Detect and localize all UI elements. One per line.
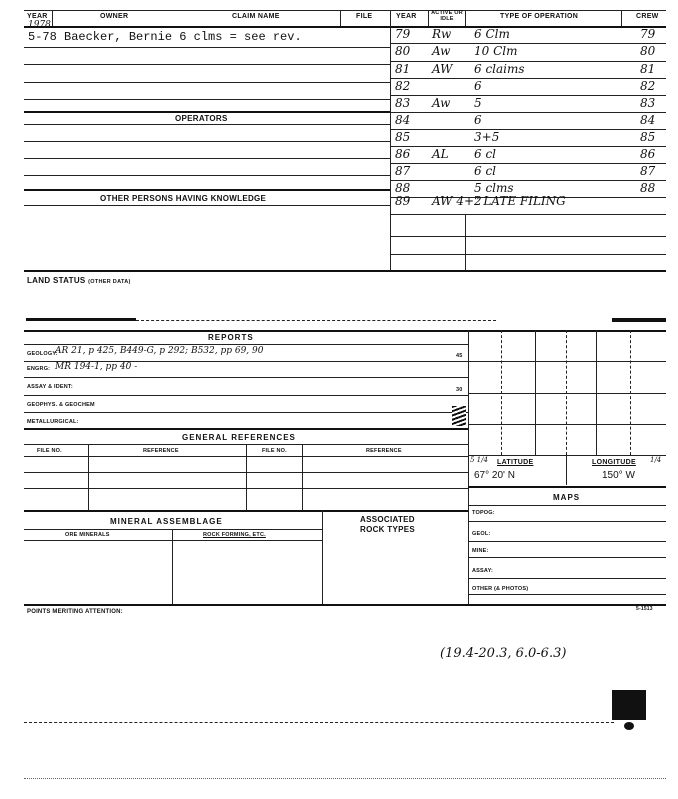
activity-year: 84 <box>395 113 411 127</box>
activity-crew: 86 <box>640 147 656 161</box>
points-meriting-label: POINTS MERITING ATTENTION: <box>27 609 123 615</box>
rule <box>24 510 468 512</box>
divider <box>322 510 323 604</box>
rule <box>24 141 390 142</box>
scan-mark <box>612 690 646 720</box>
activity-crew: 85 <box>640 130 656 144</box>
rule <box>24 189 390 191</box>
activity-year: 87 <box>395 164 411 178</box>
rule <box>24 47 390 48</box>
rule <box>468 541 666 542</box>
header-claim-name: CLAIM NAME <box>232 13 280 20</box>
header-type-of-operation: TYPE OF OPERATION <box>500 13 579 20</box>
divider <box>621 10 622 26</box>
rule <box>390 254 666 255</box>
lon-suffix: 1/4 <box>650 456 662 464</box>
rule <box>468 557 666 558</box>
maps-title: MAPS <box>553 493 581 502</box>
activity-year: 81 <box>395 62 411 76</box>
activity-year: 86 <box>395 147 411 161</box>
general-references-title: GENERAL REFERENCES <box>182 433 296 442</box>
activity-operation: 6 cl <box>474 147 497 161</box>
header-crew: CREW <box>636 13 659 20</box>
activity-operation: 3+5 <box>474 130 500 144</box>
maps-assay-label: ASSAY: <box>472 568 494 574</box>
land-status-sub: (OTHER DATA) <box>88 279 131 285</box>
divider <box>465 10 466 26</box>
rule <box>468 455 666 456</box>
longitude-value: 150° W <box>602 470 635 481</box>
activity-operation: 6 claims <box>474 62 525 76</box>
rule <box>24 10 666 11</box>
activity-crew: 81 <box>640 62 656 76</box>
activity-operation: 5 <box>474 96 482 110</box>
activity-crew: 84 <box>640 113 656 127</box>
operators-label: OPERATORS <box>175 114 228 123</box>
activity-year: 88 <box>395 181 411 195</box>
rule <box>24 604 666 606</box>
scan-mark <box>452 406 466 426</box>
geophys-label: GEOPHYS. & GEOCHEM <box>27 402 95 408</box>
rule <box>468 424 666 425</box>
header-year-2: YEAR <box>396 13 417 20</box>
divider <box>428 10 429 26</box>
header-file: FILE <box>356 13 373 20</box>
rock-forming-label: ROCK FORMING, ETC. <box>203 532 266 538</box>
rule <box>24 377 468 378</box>
rule <box>468 505 666 506</box>
activity-operation: 6 <box>474 113 482 127</box>
rule <box>24 395 468 396</box>
rule <box>24 529 322 530</box>
rule <box>24 205 390 206</box>
rule <box>24 270 666 272</box>
activity-operation: " LATE FILING <box>474 194 566 208</box>
rule <box>390 163 666 164</box>
gr-header-reference: REFERENCE <box>143 448 179 454</box>
activity-crew: 79 <box>640 27 656 41</box>
rock-types-label: ROCK TYPES <box>360 525 416 534</box>
rule <box>390 214 666 215</box>
activity-status: AW <box>432 62 453 76</box>
reports-num-30: 30 <box>456 387 463 393</box>
engrg-label: ENGRG: <box>27 366 51 372</box>
lat-prefix: 5 1/4 <box>470 456 488 464</box>
divider <box>88 444 89 510</box>
gr-header-file-no: FILE NO. <box>37 448 62 454</box>
land-status-label <box>27 276 131 285</box>
activity-year: 79 <box>395 27 411 41</box>
rule <box>24 778 666 779</box>
divider <box>246 444 247 510</box>
divider <box>465 214 466 270</box>
rule <box>24 99 390 100</box>
maps-topog-label: TOPOG: <box>472 510 495 516</box>
activity-status: Aw <box>432 44 451 58</box>
activity-operation: 6 cl <box>474 164 497 178</box>
activity-operation: 10 Clm <box>474 44 518 58</box>
rule <box>468 361 666 362</box>
activity-status: AW 4+2 <box>432 194 482 208</box>
reports-title: REPORTS <box>208 333 254 342</box>
rule <box>24 540 322 541</box>
rule <box>24 82 390 83</box>
header-year: YEAR <box>27 13 48 20</box>
activity-year: 83 <box>395 96 411 110</box>
rule <box>468 486 666 488</box>
handwritten-note: (19.4-20.3, 6.0-6.3) <box>440 646 567 661</box>
scan-bar <box>26 318 136 321</box>
engrg-value: MR 194-1, pp 40 - <box>55 362 138 372</box>
rule <box>468 393 666 394</box>
reports-num-45: 45 <box>456 353 463 359</box>
activity-year: 80 <box>395 44 411 58</box>
rule <box>468 594 666 595</box>
activity-crew: 80 <box>640 44 656 58</box>
metallurgical-label: METALLURGICAL: <box>27 419 79 425</box>
activity-crew: 88 <box>640 181 656 195</box>
activity-crew: 87 <box>640 164 656 178</box>
rule <box>390 78 666 79</box>
owner-row-text: 5-78 Baecker, Bernie 6 clms = see rev. <box>28 30 302 44</box>
mineral-assemblage-title: MINERAL ASSEMBLAGE <box>110 517 223 526</box>
handwritten-year: 1978 <box>28 20 51 30</box>
divider <box>302 444 303 510</box>
scan-mark <box>624 722 634 730</box>
activity-year: 82 <box>395 79 411 93</box>
maps-geol-label: GEOL: <box>472 531 491 537</box>
longitude-label: LONGITUDE <box>592 459 636 466</box>
latitude-label: LATITUDE <box>497 459 534 466</box>
activity-crew: 82 <box>640 79 656 93</box>
geology-value: AR 21, p 425, B449-G, p 292; B532, pp 69, 90 <box>55 346 264 356</box>
divider <box>340 10 341 26</box>
activity-operation: 6 Clm <box>474 27 510 41</box>
gr-header-reference-2: REFERENCE <box>366 448 402 454</box>
rule <box>24 111 390 113</box>
rule <box>24 344 468 345</box>
divider <box>566 455 567 485</box>
rule <box>24 175 390 176</box>
rule <box>24 64 390 65</box>
land-status-text: LAND STATUS <box>27 276 86 285</box>
rule <box>390 180 666 181</box>
activity-year: 85 <box>395 130 411 144</box>
activity-crew: 83 <box>640 96 656 110</box>
latitude-value: 67° 20' N <box>474 470 515 481</box>
rule <box>24 330 666 332</box>
activity-operation: 6 <box>474 79 482 93</box>
maps-mine-label: MINE: <box>472 548 489 554</box>
associated-label: ASSOCIATED <box>360 515 415 524</box>
ore-minerals-label: ORE MINERALS <box>65 532 110 538</box>
divider <box>468 330 469 604</box>
activity-status: Aw <box>432 96 451 110</box>
activity-operation: 5 clms <box>474 181 514 195</box>
form-number: 5-1513 <box>636 606 653 612</box>
geology-label: GEOLOGY: <box>27 351 58 357</box>
rule <box>24 412 468 413</box>
other-persons-label: OTHER PERSONS HAVING KNOWLEDGE <box>100 194 267 203</box>
header-active-or-idle: ACTIVE OR IDLE <box>431 10 463 22</box>
header-owner: OWNER <box>100 13 129 20</box>
rule <box>390 236 666 237</box>
divider <box>52 10 53 26</box>
rule <box>24 26 666 28</box>
rule <box>468 578 666 579</box>
maps-other-label: OTHER (& PHOTOS) <box>472 586 529 592</box>
rule <box>468 521 666 522</box>
divider <box>390 10 391 270</box>
rule <box>24 158 390 159</box>
rule <box>136 320 496 321</box>
rule <box>24 428 468 430</box>
activity-status: Rw <box>432 27 452 41</box>
assay-label: ASSAY & IDENT: <box>27 384 73 390</box>
activity-year: 89 <box>395 194 411 208</box>
rule <box>24 722 614 723</box>
rule <box>390 129 666 130</box>
scan-bar <box>612 318 666 322</box>
divider <box>172 529 173 604</box>
rule <box>390 112 666 113</box>
rule <box>24 124 390 125</box>
activity-status: AL <box>432 147 449 161</box>
gr-header-file-no-2: FILE NO. <box>262 448 287 454</box>
